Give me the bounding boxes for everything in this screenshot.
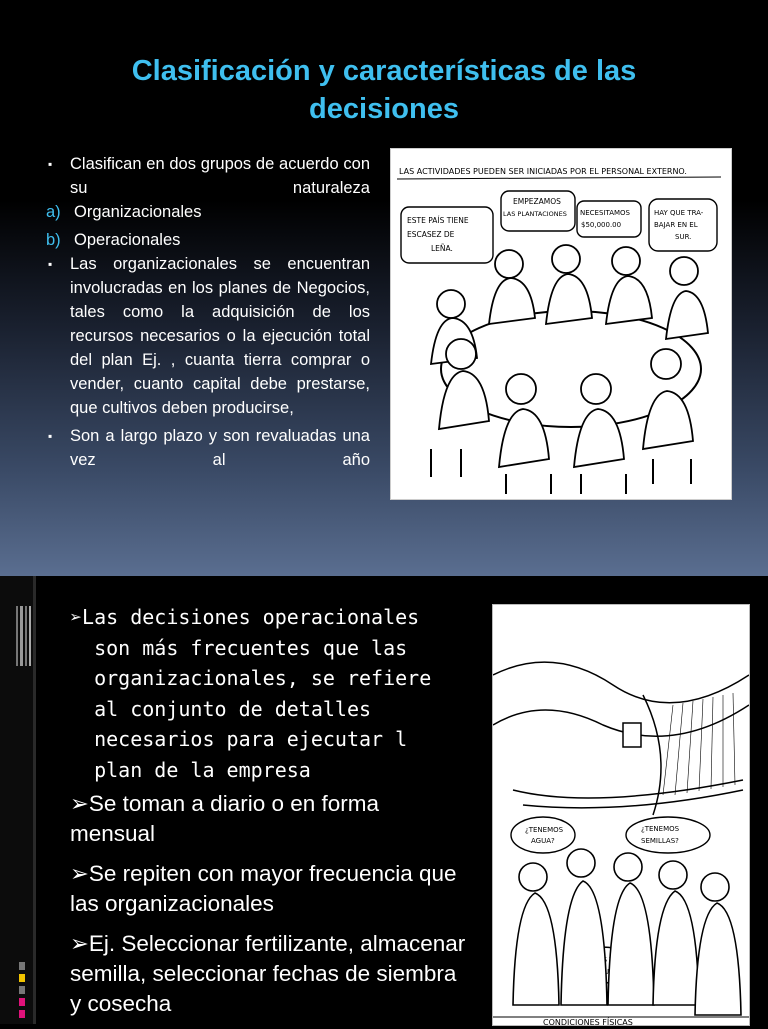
speech-bubble <box>511 817 575 853</box>
sub-item-label: a) <box>46 203 61 221</box>
svg-text:EMPEZAMOS: EMPEZAMOS <box>513 197 561 206</box>
svg-text:$50,000.00: $50,000.00 <box>581 221 622 229</box>
sub-item-b <box>46 228 370 252</box>
decor-tick <box>19 962 25 970</box>
decor-tick-magenta <box>19 1010 25 1018</box>
svg-text:SUR.: SUR. <box>675 233 692 241</box>
farm-cartoon <box>492 604 750 1026</box>
slide-1-title: Clasificación y características de las decisiones <box>131 55 637 125</box>
bullet-item: ➢Ej. Seleccionar fertilizante, almacenar semilla, seleccionar fechas de siembra y cosecha <box>70 931 466 1016</box>
speech-bubble <box>626 817 710 853</box>
decor-tick-yellow <box>19 974 25 982</box>
slide-2-body <box>70 602 470 1029</box>
sub-item-label: b) <box>46 231 61 249</box>
svg-text:¿TENEMOS: ¿TENEMOS <box>641 825 680 833</box>
bullet-item: ▪ Las organizacionales se encuentran involucradas en los planes de Negocios, tales como la adquisición de los recursos necesarios o la ejecución total del plan Ej. , cuanta tierra comprar o vender, cuanto capital debe prestarse, que cultivos deben producirse, <box>46 252 370 420</box>
sub-item-a <box>46 200 370 224</box>
square-bullet-icon: ▪ <box>48 257 53 271</box>
sub-item-text: Operacionales <box>74 231 181 249</box>
decor-tick <box>19 986 25 994</box>
cartoon-caption: CONDICIONES FÍSICAS <box>543 1018 633 1026</box>
bullet-item: ➢Se toman a diario o en forma mensual <box>70 791 380 846</box>
bullet-item: ➢Se repiten con mayor frecuencia que las organizacionales <box>70 861 457 916</box>
svg-text:ESCASEZ DE: ESCASEZ DE <box>407 230 455 239</box>
meeting-cartoon <box>390 148 732 500</box>
svg-text:HAY QUE TRA-: HAY QUE TRA- <box>654 209 704 217</box>
svg-text:¿TENEMOS: ¿TENEMOS <box>525 826 564 834</box>
cartoon-caption: LAS ACTIVIDADES PUEDEN SER INICIADAS POR EL PERSONAL EXTERNO. <box>399 167 687 176</box>
slide-1-body <box>46 152 370 472</box>
barcode-icon <box>16 606 32 666</box>
sub-item-text: Organizacionales <box>74 203 202 221</box>
square-bullet-icon: ▪ <box>48 157 53 171</box>
farmers <box>513 849 741 1015</box>
svg-text:LEÑA.: LEÑA. <box>431 244 453 253</box>
slide-2 <box>0 576 768 1024</box>
svg-text:ESTE PAÍS TIENE: ESTE PAÍS TIENE <box>407 216 469 225</box>
sidebar-strip <box>0 576 36 1024</box>
square-bullet-icon: ▪ <box>48 429 53 443</box>
speech-bubble <box>577 201 641 237</box>
svg-text:AGUA?: AGUA? <box>531 837 555 845</box>
bullet-item: ▪ Son a largo plazo y son revaluadas una vez al año <box>46 424 370 472</box>
bullet-item: ▪ Clasifican en dos grupos de acuerdo con su naturaleza <box>46 152 370 200</box>
decor-tick-magenta <box>19 998 25 1006</box>
operational-paragraph: ➢Las decisiones operacionales son más frecuentes que las organizacionales, se refiere al conjunto de detalles necesarios para ejecutar l plan de la empresa <box>70 605 432 782</box>
svg-text:NECESITAMOS: NECESITAMOS <box>580 209 630 217</box>
house-icon <box>623 723 641 747</box>
svg-text:SEMILLAS?: SEMILLAS? <box>641 837 679 845</box>
svg-text:LAS PLANTACIONES: LAS PLANTACIONES <box>503 210 567 218</box>
svg-text:BAJAR EN EL: BAJAR EN EL <box>654 221 698 229</box>
